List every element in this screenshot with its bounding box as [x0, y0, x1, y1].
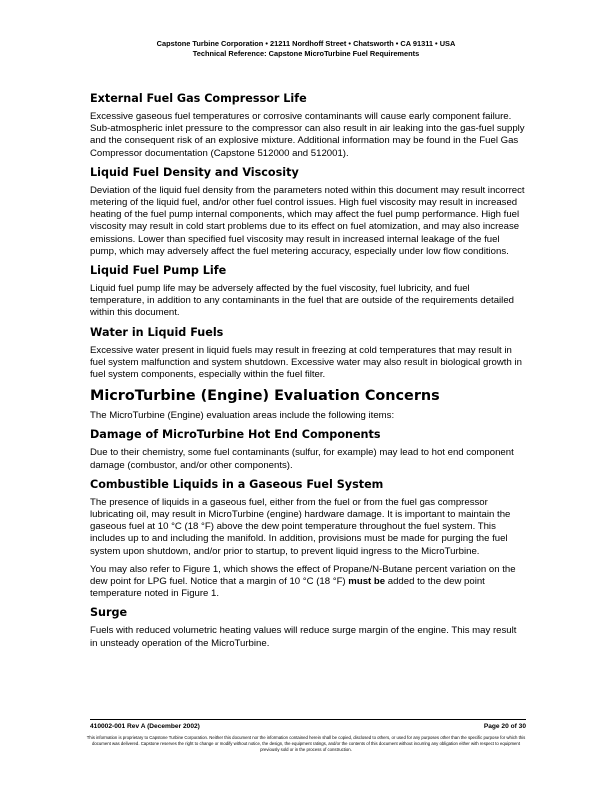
paragraph-engine-evaluation: The MicroTurbine (Engine) evaluation areas include the following items: [90, 410, 395, 422]
footer-doc-id: 410002-001 Rev A (December 2002) [90, 723, 200, 730]
figure-reference-text-end: added to the dew point temperature noted in Figure 1. [90, 576, 485, 600]
page-content [90, 92, 526, 656]
paragraph-pump-life: Liquid fuel pump life may be adversely affected by the fuel viscosity, fuel lubricity, and fuel temperature, in addition to any contaminants in the fuel that are outside of the requirements detailed within this document. [90, 283, 514, 319]
heading-engine-evaluation: MicroTurbine (Engine) Evaluation Concerns [90, 388, 440, 405]
emphasis-must-be: must be [348, 576, 386, 588]
paragraph-hot-end-damage: Due to their chemistry, some fuel contaminants (sulfur, for example) may lead to hot end component damage (combustor, and/or other components). [90, 447, 514, 471]
heading-hot-end-damage: Damage of MicroTurbine Hot End Components [90, 428, 381, 442]
figure-reference-text: You may also refer to Figure 1, which shows the effect of Propane/N-Butane percent variation on the dew point for LPG fuel. Notice that a margin of 10 °C (18 °F) [90, 563, 516, 588]
header-address: Capstone Turbine Corporation • 21211 Nordhoff Street • Chatsworth • CA 91311 • USA [156, 39, 456, 48]
heading-compressor-life: External Fuel Gas Compressor Life [90, 92, 307, 105]
paragraph-water-liquid-fuels: Excessive water present in liquid fuels may result in freezing at cold temperatures that may result in fuel system malfunction and system shutdown. Excessive water may also result in biological growth in fuel system components, especially within the fuel filter. [90, 344, 522, 381]
page-header [0, 39, 612, 59]
header-title: Technical Reference: Capstone MicroTurbine Fuel Requirements [192, 49, 420, 58]
paragraph-combustible-liquids: The presence of liquids in a gaseous fuel, either from the fuel or from the fuel gas compressor lubricating oil, may result in MicroTurbine (engine) hardware damage. It is important to maintain the gaseous fuel at 10 °C (18 °F) above the dew point temperature throughout the fuel system. This includes up to and including the manifold. In addition, provisions must be made for purging the fuel system upon shutdown, and/or prior to startup, to prevent liquid ingress to the MicroTurbine. [90, 496, 511, 557]
footer-page-number: Page 20 of 30 [483, 723, 526, 730]
paragraph-surge: Fuels with reduced volumetric heating values will reduce surge margin of the engine. This may result in unsteady operation of the MicroTurbine. [90, 625, 517, 649]
heading-combustible-liquids: Combustible Liquids in a Gaseous Fuel System [90, 477, 384, 491]
heading-density-viscosity: Liquid Fuel Density and Viscosity [90, 165, 299, 179]
heading-pump-life: Liquid Fuel Pump Life [90, 264, 227, 278]
footer-disclaimer: This information is proprietary to Capstone Turbine Corporation. Neither this document nor the information contained herein shall be copied, disclosed to others, or used for any purposes other than the specific purpose for which this document was delivered. Capstone reserves the right to change or modify without notice, the design, the equipment ratings, and/or the contents of this document without incurring any obligation either with respect to equipment previously sold or in the process of construction. [86, 735, 526, 752]
paragraph-density-viscosity: Deviation of the liquid fuel density from the parameters noted within this document may result incorrect metering of the liquid fuel, and/or other fuel control issues. High fuel viscosity may result in increased heating of the fuel pump internal components, which may affect the fuel pump performance. High fuel viscosity may result in cold start problems due to its effect on fuel atomization, and may also increase emissions. Lower than specified fuel viscosity may result in increased internal leakage of the fuel pump, which may adversely affect the fuel metering accuracy, especially under low flow conditions. [90, 184, 525, 257]
paragraph-figure-reference [90, 564, 526, 601]
footer-divider [90, 719, 526, 720]
heading-surge: Surge [90, 606, 128, 620]
heading-water-liquid-fuels: Water in Liquid Fuels [90, 325, 224, 339]
paragraph-compressor-life: Excessive gaseous fuel temperatures or corrosive contaminants will cause early component failure. Sub-atmospheric inlet pressure to the compressor can also result in air leaking into the gas-fuel supply and the consequent risk of an explosive mixture. Additional information may be found in the Fuel Gas Compressor documentation (Capstone 512000 and 512001). [90, 111, 525, 159]
